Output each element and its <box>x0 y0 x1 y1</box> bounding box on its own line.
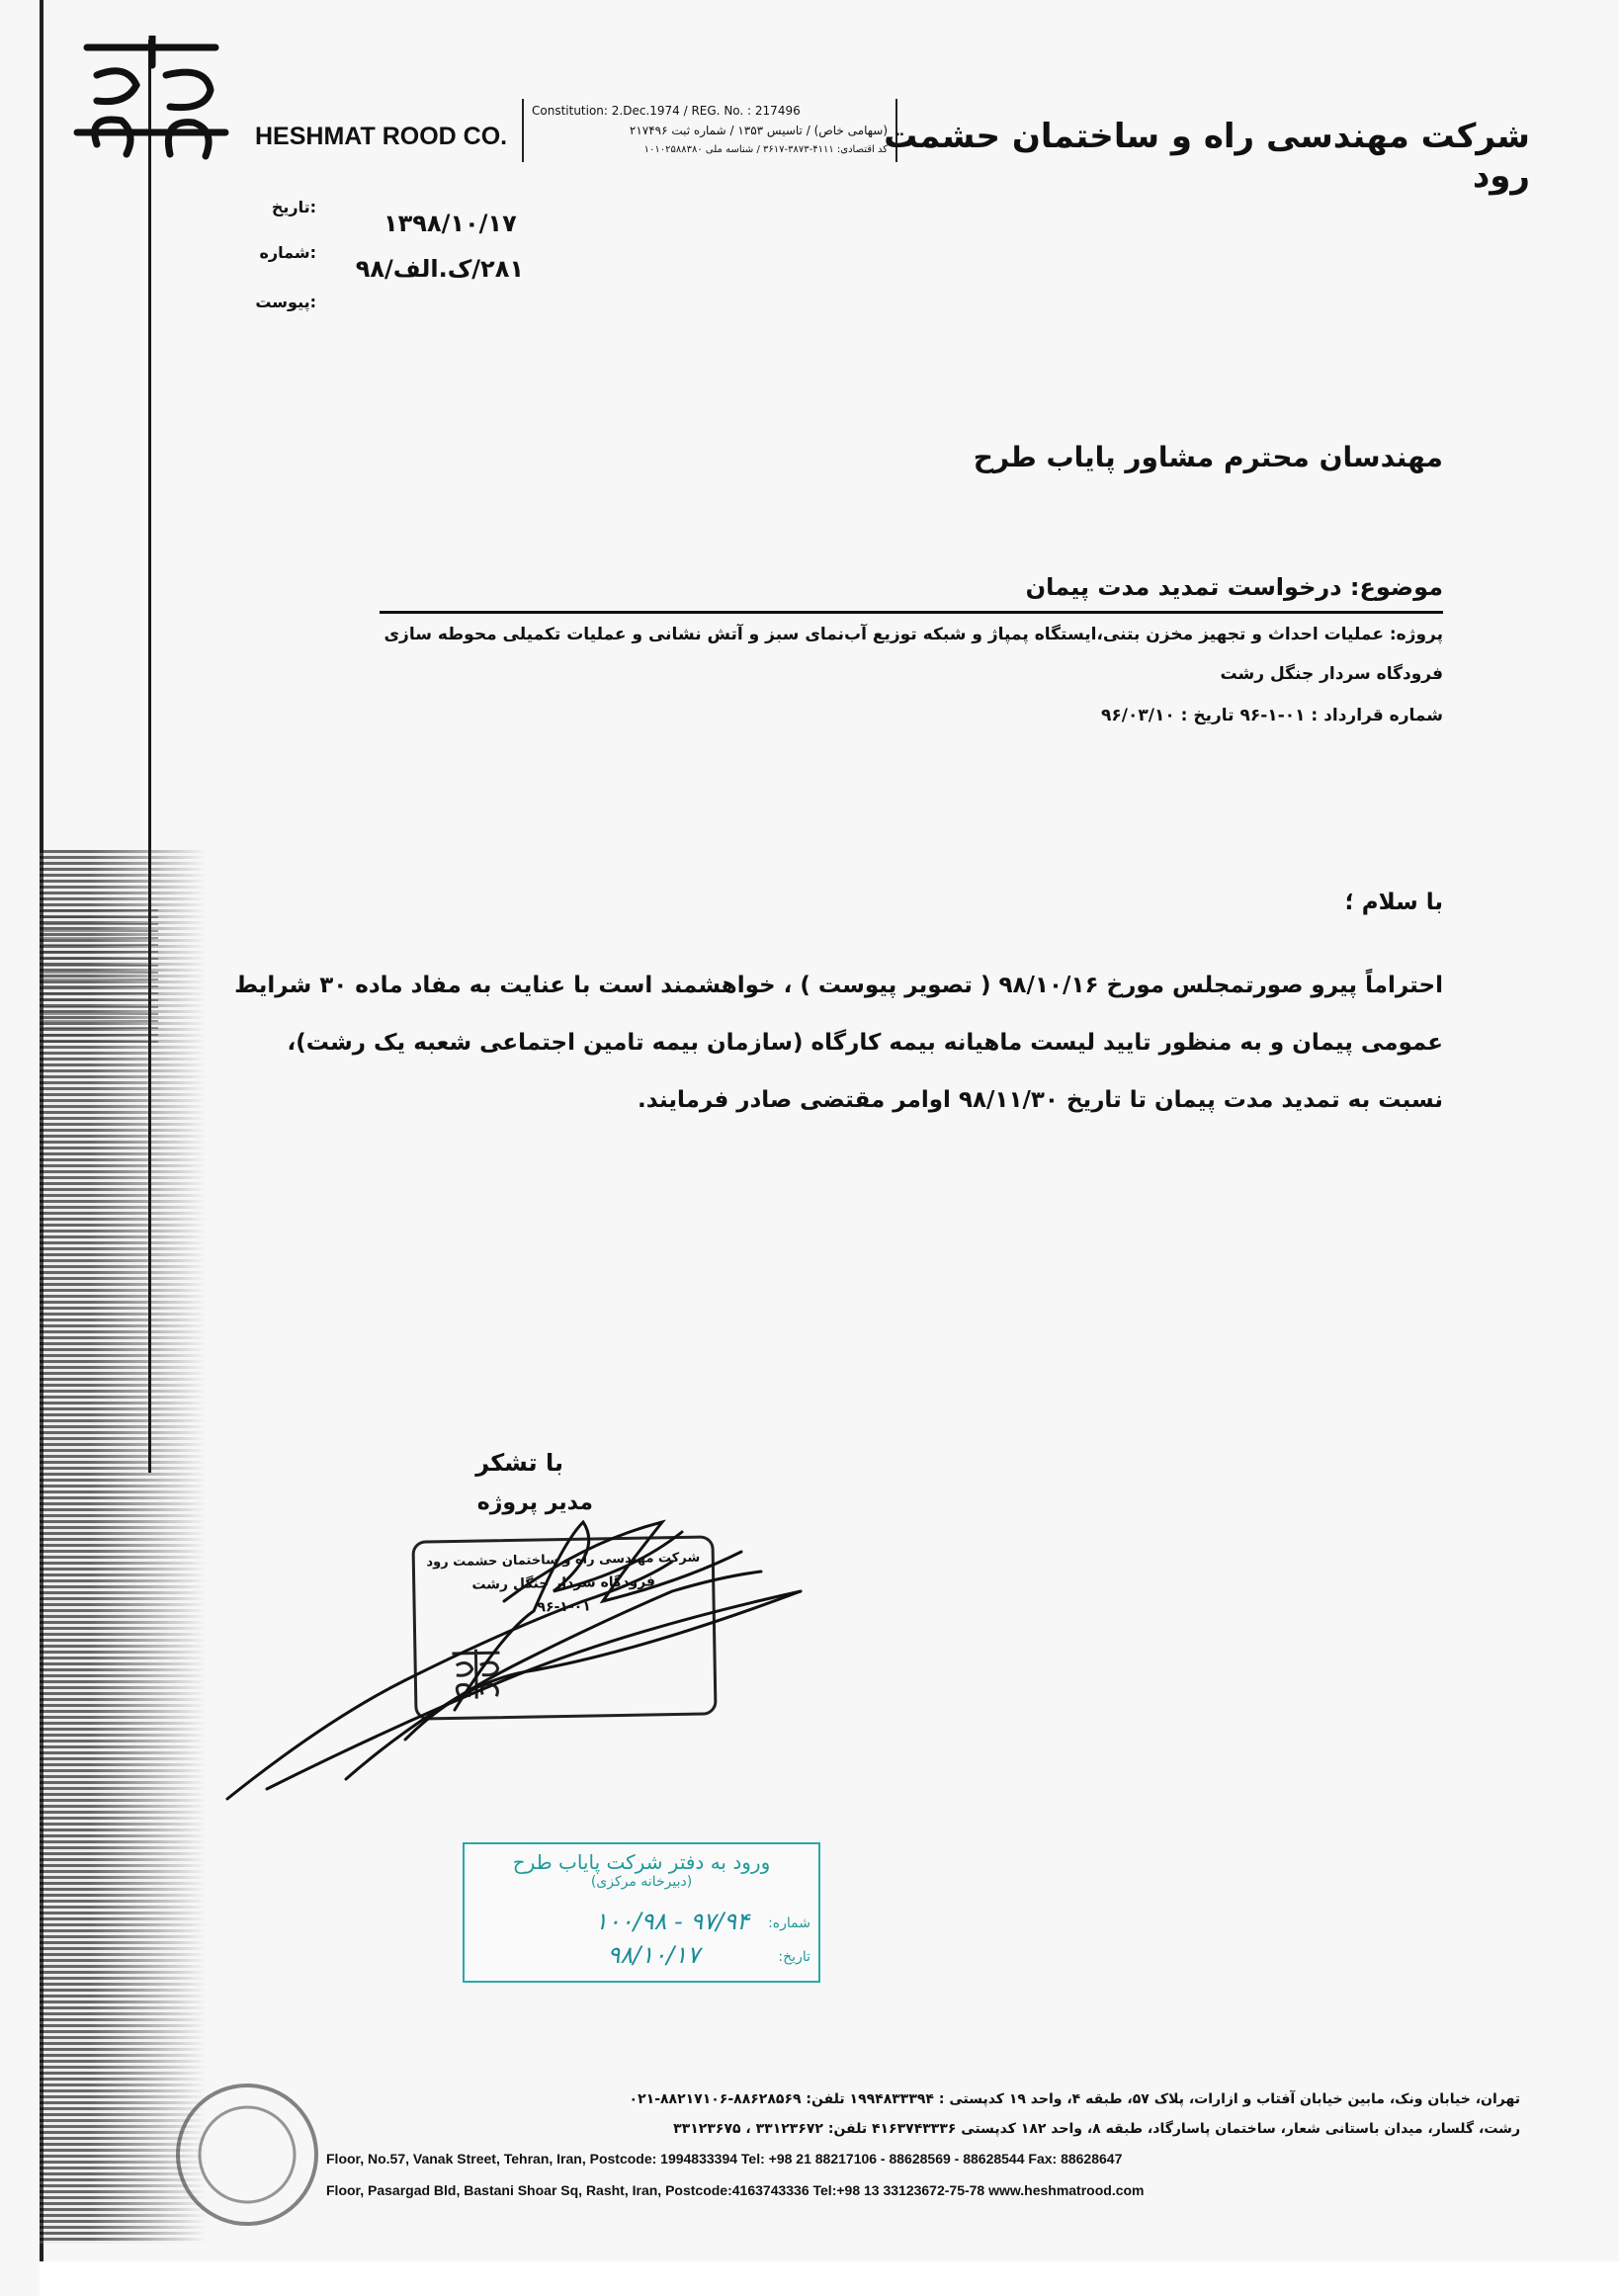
logo-mark <box>67 36 235 194</box>
receipt-number-value: ۱۰۰/۹۸ - ۹۷/۹۴ <box>594 1908 749 1935</box>
receipt-date-label: تاریخ: <box>778 1949 810 1965</box>
receipt-stamp-title: ورود به دفتر شرکت پایاب طرح <box>512 1850 771 1874</box>
date-label: :تاریخ <box>271 198 316 216</box>
body-line-2: عمومی پیمان و به منظور تایید لیست ماهیانه بیمه کارگاه (سازمان بیمه تامین اجتماعی شعبه یک رشت)، <box>287 1030 1443 1056</box>
scan-stripes <box>40 909 158 1048</box>
letterhead-vertical-rule <box>148 40 151 1473</box>
footer-address-fa-1: تهران، خیابان ونک، مابین خیابان آفتاب و ازارات، پلاک ۵۷، طبقه ۴، واحد ۱۹ کدپستی : ۱۹۹۴۸۳۳۳۹۴ تلفن: ۸۸۶۲۸۵۶۹-۸۸۲۱۷۱۰۶-۰۲۱ <box>629 2091 1520 2107</box>
project-line-2: فرودگاه سردار جنگل رشت <box>1220 664 1443 684</box>
footer-address-en-2: Floor, Pasargad Bld, Bastani Shoar Sq, Rasht, Iran, Postcode:4163743336 Tel:+98 13 33123672-75-78 www.heshmatrood.com <box>326 2182 1145 2198</box>
company-name-fa: شرکت مهندسی راه و ساختمان حشمت رود <box>884 117 1530 196</box>
project-line-1: پروژه: عملیات احداث و تجهیز مخزن بتنی،ایستگاه پمپاژ و شبکه توزیع آب‌نمای سبز و آتش نشانی و عملیات تکمیلی محوطه سازی <box>383 625 1443 644</box>
greeting: با سلام ؛ <box>1344 890 1443 915</box>
receipt-number-label: شماره: <box>768 1915 810 1931</box>
scan-shadow-band <box>40 850 208 2244</box>
registration-line-3: کد اقتصادی: ۴۱۱۱-۳۸۷۳-۳۶۱۷ / شناسه ملی ۱۰۱۰۲۵۸۸۳۸۰ <box>643 144 888 155</box>
registration-line-2: (سهامی خاص) / تاسیس ۱۳۵۳ / شماره ثبت ۲۱۷۴۹۶ <box>629 124 888 137</box>
company-logo <box>67 36 235 194</box>
number-value: ۲۸۱/ک.الف/۹۸ <box>355 255 524 283</box>
number-label: :شماره <box>259 243 316 262</box>
company-stamp-line-2: فرودگاه سردار جنگل رشت <box>471 1573 656 1593</box>
body-line-1: احتراماً پیرو صورتمجلس مورخ ۹۸/۱۰/۱۶ ( تصویر پیوست ) ، خواهشمند است با عنایت به مفاد ماده ۳۰ شرایط <box>234 973 1443 998</box>
footer-seal-icon <box>168 2076 326 2234</box>
registration-line-1: Constitution: 2.Dec.1974 / REG. No. : 217496 <box>532 104 801 118</box>
date-value: ۱۳۹۸/۱۰/۱۷ <box>383 210 517 237</box>
receipt-stamp <box>463 1842 820 1983</box>
scan-bottom-edge <box>40 2261 1619 2296</box>
footer-address-en-1: Floor, No.57, Vanak Street, Tehran, Iran, Postcode: 1994833394 Tel: +98 21 88217106 - 88628569 - 88628544 Fax: 88628647 <box>326 2151 1123 2167</box>
company-name-en: HESHMAT ROOD CO. <box>255 123 508 150</box>
company-stamp-line-1: شرکت مهندسی راه و ساختمان حشمت رود <box>426 1550 701 1571</box>
handwritten-signature <box>208 1483 840 1809</box>
closing: با تشکر <box>475 1449 563 1477</box>
receipt-stamp-subtitle: (دبیرخانه مرکزی) <box>590 1874 693 1890</box>
body-line-3: نسبت به تمدید مدت پیمان تا تاریخ ۹۸/۱۱/۳۰ اوامر مقتضی صادر فرمایند. <box>637 1087 1443 1113</box>
contract-line: شماره قرارداد : ۰۱-۱-۹۶ تاریخ : ۹۶/۰۳/۱۰ <box>1101 706 1443 725</box>
company-stamp-line-3: ۹۶-۱-۰۱ <box>537 1598 591 1616</box>
signer-title: مدیر پروژه <box>476 1490 593 1515</box>
receipt-date-value: ۹۸/۱۰/۱۷ <box>607 1941 700 1969</box>
subject-underline <box>380 611 1443 614</box>
letter-body <box>217 957 1443 1129</box>
subject: موضوع: درخواست تمدید مدت پیمان <box>1025 573 1443 601</box>
addressee: مهندسان محترم مشاور پایاب طرح <box>973 441 1443 473</box>
attachment-label: :پیوست <box>255 293 316 311</box>
footer-address-fa-2: رشت، گلسار، میدان باستانی شعار، ساختمان پاسارگاد، طبقه ۸، واحد ۱۸۲ کدپستی ۴۱۶۳۷۴۳۳۳۶ تلفن: ۳۳۱۲۳۶۷۲ ، ۳۳۱۲۳۶۷۵ <box>673 2121 1520 2137</box>
